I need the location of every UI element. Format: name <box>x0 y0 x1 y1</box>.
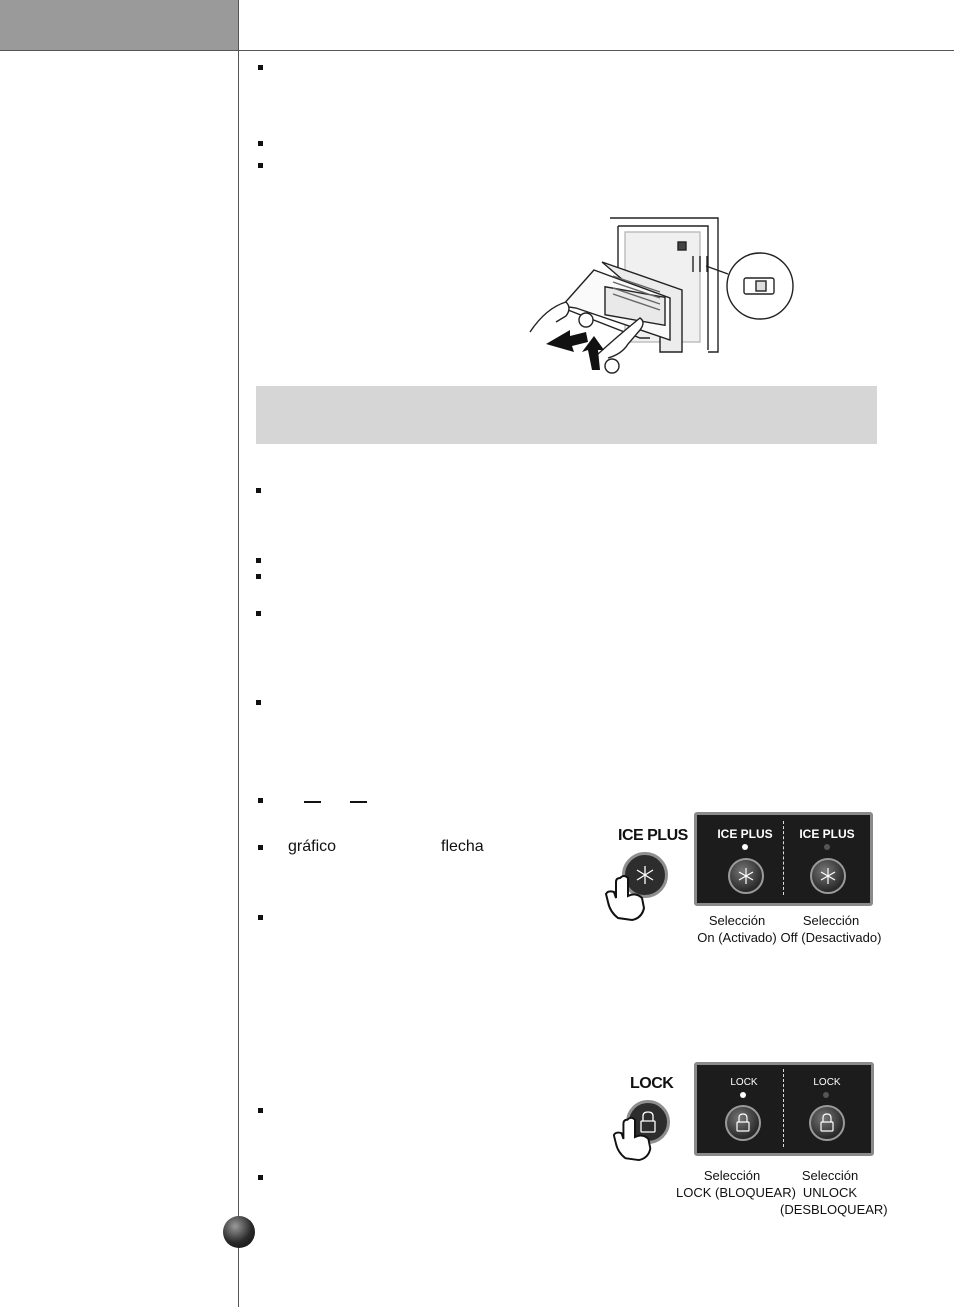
padlock-icon <box>727 1107 759 1139</box>
ice-plus-panel-label-on: ICE PLUS <box>717 827 773 841</box>
caption-line: Selección <box>802 913 860 928</box>
lock-caption-on <box>676 1167 796 1201</box>
padlock-icon <box>811 1107 843 1139</box>
ice-plus-caption-off <box>780 912 882 946</box>
caption-line: (DESBLOQUEAR) <box>780 1202 888 1217</box>
ice-plus-knob-on <box>728 858 764 894</box>
caption-line: Selección <box>708 913 766 928</box>
bullet <box>258 1175 263 1180</box>
caption-line: Selección <box>703 1168 761 1183</box>
panel-divider <box>783 1069 784 1147</box>
bullet <box>258 915 263 920</box>
lock-panel-label-off: LOCK <box>813 1077 841 1088</box>
bullet <box>258 1108 263 1113</box>
text-grafico: gráfico <box>288 838 337 855</box>
header-tab <box>0 0 238 50</box>
text-flecha: flecha <box>441 838 484 855</box>
ice-plus-led-on <box>742 844 748 850</box>
ice-plus-panel-label-off: ICE PLUS <box>799 827 855 841</box>
note-band <box>256 386 877 444</box>
lock-panel <box>694 1062 874 1156</box>
caption-line: Off (Desactivado) <box>780 930 882 945</box>
bullet <box>258 163 263 168</box>
ice-plus-caption-on <box>694 912 780 946</box>
caption-line: Selección <box>801 1168 859 1183</box>
lock-knob-off <box>809 1105 845 1141</box>
lock-knob-on <box>725 1105 761 1141</box>
bullet <box>258 845 263 850</box>
page-number-dot <box>223 1216 255 1248</box>
lock-panel-label-on: LOCK <box>730 1077 758 1088</box>
bullet <box>256 611 261 616</box>
caption-line: LOCK (BLOQUEAR) <box>676 1185 796 1200</box>
lock-led-on <box>740 1092 746 1098</box>
lock-caption-off <box>780 1167 888 1218</box>
bullet <box>258 798 263 803</box>
ice-plus-title: ICE PLUS <box>618 827 688 844</box>
ice-bucket-illustration <box>510 212 810 382</box>
caption-line: On (Activado) <box>697 930 777 945</box>
bullet <box>256 574 261 579</box>
bullet <box>258 141 263 146</box>
bullet <box>256 488 261 493</box>
ice-plus-panel <box>694 812 873 906</box>
bullet <box>256 700 261 705</box>
lock-led-off <box>823 1092 829 1098</box>
lock-title: LOCK <box>630 1075 674 1092</box>
ice-plus-knob-off <box>810 858 846 894</box>
bullet <box>256 558 261 563</box>
header-rule <box>0 50 954 51</box>
margin-rule <box>238 0 239 1307</box>
caption-line: UNLOCK <box>802 1185 858 1200</box>
snowflake-icon <box>812 860 844 892</box>
ice-plus-led-off <box>824 844 830 850</box>
dash <box>304 801 321 803</box>
pointing-hand-icon <box>602 872 652 922</box>
pointing-hand-icon <box>610 1114 658 1162</box>
bullet <box>258 65 263 70</box>
panel-divider <box>783 821 784 895</box>
dash <box>350 801 367 803</box>
snowflake-icon <box>730 860 762 892</box>
